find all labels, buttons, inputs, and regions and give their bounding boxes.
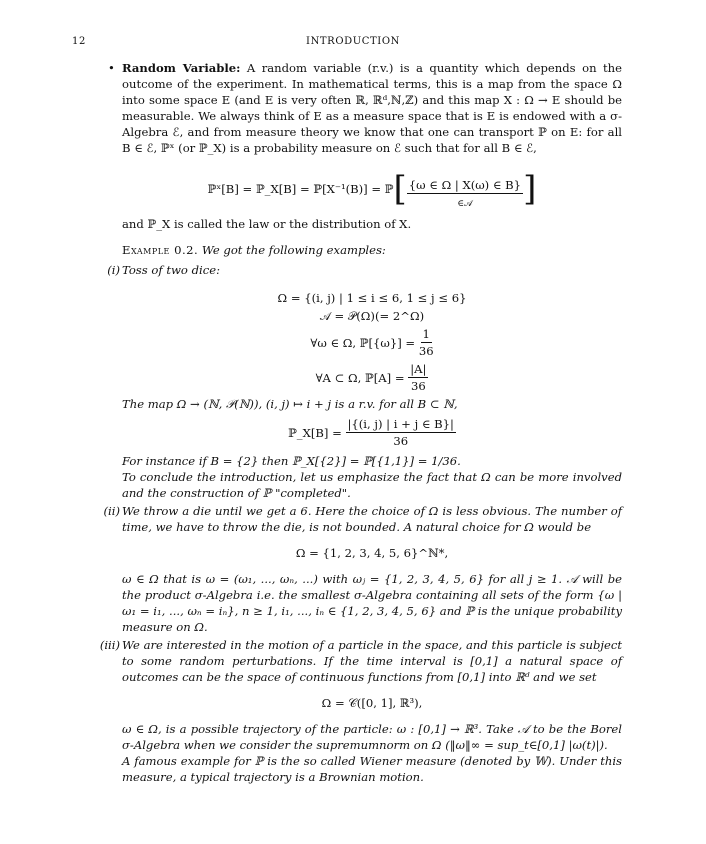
dice-equations <box>122 290 622 394</box>
law-eq-under: ∈𝒜 <box>457 198 473 209</box>
underbrace-group <box>407 177 523 210</box>
item-1-title: Toss of two dice: <box>122 263 220 277</box>
dice-eq-set-prob <box>122 361 622 394</box>
law-line: and ℙ_X is called the law or the distribution of X. <box>122 217 412 231</box>
dice-eq4-left: ∀A ⊂ Ω, ℙ[A] = <box>315 370 405 385</box>
item-3-after-1: ω ∈ Ω, is a possible trajectory of the particle: ω : [0,1] → ℝ³. Take 𝒜 to be the Borel σ-Algebra when we consider the supremumnorm on Ω (‖ω‖∞ = sup_t∈[0,1] |ω(t)|). <box>122 722 622 752</box>
dice-eq5-den: 36 <box>393 434 409 448</box>
dice-eq4-den: 36 <box>410 379 426 393</box>
example-item-1 <box>107 262 622 278</box>
brownian-eq-omega: Ω = 𝒞([0, 1], ℝ³), <box>321 696 423 710</box>
item-3-text: We are interested in the motion of a particle in the space, and this particle is subject to some random perturbations. If the time interval is [0,1] a natural space of outcomes can be the space of continuous functions from [0,1] into ℝᵈ and we set <box>122 638 622 684</box>
die-eq-omega: Ω = {1, 2, 3, 4, 5, 6}^ℕ*, <box>295 546 449 560</box>
page-body <box>99 60 622 785</box>
dice-eq4-fraction <box>408 361 428 394</box>
item-2-label: (ii) <box>103 504 120 518</box>
dice-eq-algebra: 𝒜 = 𝒫(Ω)(= 2^Ω) <box>319 309 425 323</box>
dice-eq5-num: |{(i, j) | i + j ∈ B}| <box>347 417 454 431</box>
dice-conclusion: To conclude the introduction, let us emphasize the fact that Ω can be more involved and the construction of ℙ "completed". <box>122 470 622 500</box>
dice-eq-point-prob <box>122 326 622 359</box>
left-bracket-icon: [ <box>393 169 407 209</box>
dice-map-line: The map Ω → (ℕ, 𝒫(ℕ)), (i, j) ↦ i + j is a r.v. for all B ⊂ ℕ, <box>122 397 458 411</box>
item-3-label: (iii) <box>99 638 120 652</box>
running-title: INTRODUCTION <box>306 36 400 47</box>
dice-eq4-num: |A| <box>410 362 427 376</box>
bullet-icon: • <box>108 61 115 75</box>
example-label: Example 0.2. <box>122 243 199 257</box>
item-3-after-2: A famous example for ℙ is the so called Wiener measure (denoted by 𝕎). Under this measure, a typical trajectory is a Brownian motion. <box>122 754 622 784</box>
law-eq-inner: {ω ∈ Ω | X(ω) ∈ B} <box>408 177 522 192</box>
example-intro: We got the following examples: <box>201 243 386 257</box>
item-2-text: We throw a die until we get a 6. Here the choice of Ω is less obvious. The number of time, we have to throw the die, is not bounded. A natural choice for Ω would be <box>122 504 622 534</box>
rv-term: Random Variable: <box>122 61 241 75</box>
item-2-after: ω ∈ Ω that is ω = (ω₁, ..., ωₙ, ...) with ωⱼ = {1, 2, 3, 4, 5, 6} for all j ≥ 1. 𝒜 will be the product σ-Algebra i.e. the smallest σ-Algebra containing all sets of the form {ω | ω₁ = i₁, ..., ωₙ = iₙ}, n ≥ 1, i₁, ..., iₙ ∈ {1, 2, 3, 4, 5, 6} and ℙ is the unique probability measure on Ω. <box>122 572 622 634</box>
dice-eq5-fraction <box>346 416 456 449</box>
example-item-3 <box>99 637 622 685</box>
example-item-2 <box>103 503 622 535</box>
item-1-label: (i) <box>107 263 120 277</box>
law-display-equation <box>122 169 622 209</box>
dice-eq3-den: 36 <box>418 344 434 358</box>
random-variable-paragraph <box>108 60 622 156</box>
law-eq-left: ℙˣ[B] = ℙ_X[B] = ℙ[X⁻¹(B)] = ℙ <box>207 182 394 196</box>
rv-text: A random variable (r.v.) is a quantity which depends on the outcome of the experiment. In mathematical terms, this is a map from the space Ω into some space E (and E is very often ℝ, ℝᵈ,ℕ,ℤ) and this map X : Ω → E should be measurable. We always think of E as a measure space that is E is endowed with a σ-Algebra ℰ, and from measure theory we know that one can transport ℙ on E: for all B ∈ ℰ, ℙˣ (or ℙ_X) is a probability measure on ℰ such that for all B ∈ ℰ, <box>122 61 622 155</box>
dice-eq3-left: ∀ω ∈ Ω, ℙ[{ω}] = <box>310 335 416 350</box>
dice-eq3-fraction <box>419 326 434 359</box>
dice-eq3-num: 1 <box>422 327 430 341</box>
dice-eq-omega: Ω = {(i, j) | 1 ≤ i ≤ 6, 1 ≤ j ≤ 6} <box>277 291 467 305</box>
dice-eq5-left: ℙ_X[B] = <box>288 425 342 440</box>
page-number: 12 <box>72 36 86 47</box>
example-heading <box>122 242 622 258</box>
dice-eq-law <box>122 416 622 449</box>
dice-instance-line: For instance if B = {2} then ℙ_X[{2}] = ℙ[{1,1}] = 1/36. <box>122 454 461 468</box>
right-bracket-icon: ] <box>523 169 537 209</box>
